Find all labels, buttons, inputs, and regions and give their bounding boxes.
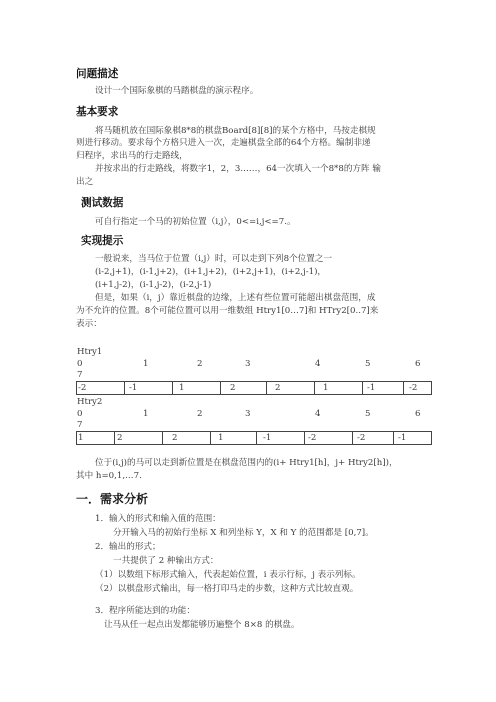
index-4: 4 <box>315 409 321 419</box>
after-table-line-2: 其中 h=0,1,…7. <box>76 471 142 481</box>
index-6: 6 <box>415 359 421 369</box>
index-0: 0 <box>77 409 83 419</box>
index-3: 3 <box>245 409 251 419</box>
htry2-cell: -2 <box>357 433 366 443</box>
after-table-line-1: 位于(i,j)的马可以走到新位置是在棋盘范围内的(i+ Htry1[h]，j+ Htry2[h])， <box>95 458 398 468</box>
index-0: 0 <box>77 359 83 369</box>
basic-line-1: 将马随机放在国际象棋8*8的棋盘Board[8][8]的某个方格中，马按走棋规 <box>95 126 376 136</box>
htry2-cell: -1 <box>398 433 407 443</box>
index-3: 3 <box>245 359 251 369</box>
analysis-item-2-detail: 一共提供了 2 种输出方式： <box>113 556 219 566</box>
hint-line-6: 表示： <box>76 319 102 329</box>
htry1-cell: -1 <box>129 383 138 393</box>
htry2-cell: 1 <box>78 433 84 443</box>
section-title-problem: 问题描述 <box>76 68 119 80</box>
problem-text: 设计一个国际象棋的马踏棋盘的演示程序。 <box>95 86 259 96</box>
index-4: 4 <box>315 359 321 369</box>
htry2-cell: -1 <box>263 433 272 443</box>
analysis-item-1: 1．输入的形式和输入值的范围： <box>95 514 221 524</box>
htry1-cell: -1 <box>367 383 376 393</box>
htry1-cell: 1 <box>179 383 185 393</box>
hint-line-4: 但是，如果（i，j）靠近棋盘的边缘，上述有些位置可能超出棋盘范围，成 <box>95 293 376 303</box>
section-title-test: 测试数据 <box>81 197 124 209</box>
htry2-cell: -2 <box>308 433 317 443</box>
hint-line-2: (i-2,j+1)，(i-1,j+2)，(i+1,j+2)，(i+2,j+1)，(i+2,j-1)， <box>95 267 327 277</box>
analysis-item-1-detail: 分开输入马的初始行坐标 X 和列坐标 Y，X 和 Y 的范围都是 [0,7]。 <box>113 528 374 538</box>
basic-line-2: 则进行移动。要求每个方格只进入一次，走遍棋盘全部的64个方格。编制非递 <box>76 138 371 148</box>
hint-line-5: 为不允许的位置。8个可能位置可以用一维数组 Htry1[0…7]和 HTry2[0..7]来 <box>76 306 379 316</box>
hint-line-1: 一般说来，当马位于位置（i,j）时，可以走到下列8个位置之一 <box>95 254 333 264</box>
section-title-analysis: 一．需求分析 <box>76 492 149 506</box>
index-1: 1 <box>143 409 149 419</box>
analysis-item-2-option-2: （2）以棋盘形式输出，每一格打印马走的步数，这种方式比较直观。 <box>95 584 359 594</box>
index-7: 7 <box>77 370 83 380</box>
analysis-item-2-option-1: （1）以数组下标形式输入，代表起始位置，i 表示行标，j 表示列标。 <box>95 570 361 580</box>
index-7: 7 <box>77 420 83 430</box>
htry2-cell: 1 <box>218 433 224 443</box>
test-text: 可自行指定一个马的初始位置（i,j），0<=i,j<=7.。 <box>95 217 296 227</box>
basic-line-4: 并按求出的行走路线，将数字1，2，3……，64一次填入一个8*8的方阵 输 <box>95 164 381 174</box>
htry1-cell: -2 <box>409 383 418 393</box>
htry2-label: Htry2 <box>77 397 103 407</box>
basic-line-5: 出之 <box>76 177 94 187</box>
index-5: 5 <box>365 409 371 419</box>
basic-line-3: 归程序，求出马的行走路线， <box>76 151 188 161</box>
htry1-cell: -2 <box>78 383 87 393</box>
htry2-cell: 2 <box>117 433 123 443</box>
analysis-item-3-detail: 让马从任一起点出发都能够历遍整个 8×8 的棋盘。 <box>104 620 300 630</box>
index-2: 2 <box>197 359 203 369</box>
htry1-label: Htry1 <box>77 347 103 357</box>
analysis-item-2: 2．输出的形式； <box>95 542 161 552</box>
section-title-basic: 基本要求 <box>76 106 119 118</box>
index-1: 1 <box>143 359 149 369</box>
htry1-cell: 2 <box>275 383 281 393</box>
hint-line-3: (i+1,j-2)，(i-1,j-2)，(i-2,j-1) <box>95 280 212 290</box>
index-6: 6 <box>415 409 421 419</box>
analysis-item-3: 3．程序所能达到的功能： <box>95 606 195 616</box>
index-2: 2 <box>197 409 203 419</box>
htry1-cell: 1 <box>323 383 329 393</box>
htry1-cell: 2 <box>230 383 236 393</box>
section-title-hint: 实现提示 <box>81 235 124 247</box>
index-5: 5 <box>365 359 371 369</box>
htry2-cell: 2 <box>172 433 178 443</box>
